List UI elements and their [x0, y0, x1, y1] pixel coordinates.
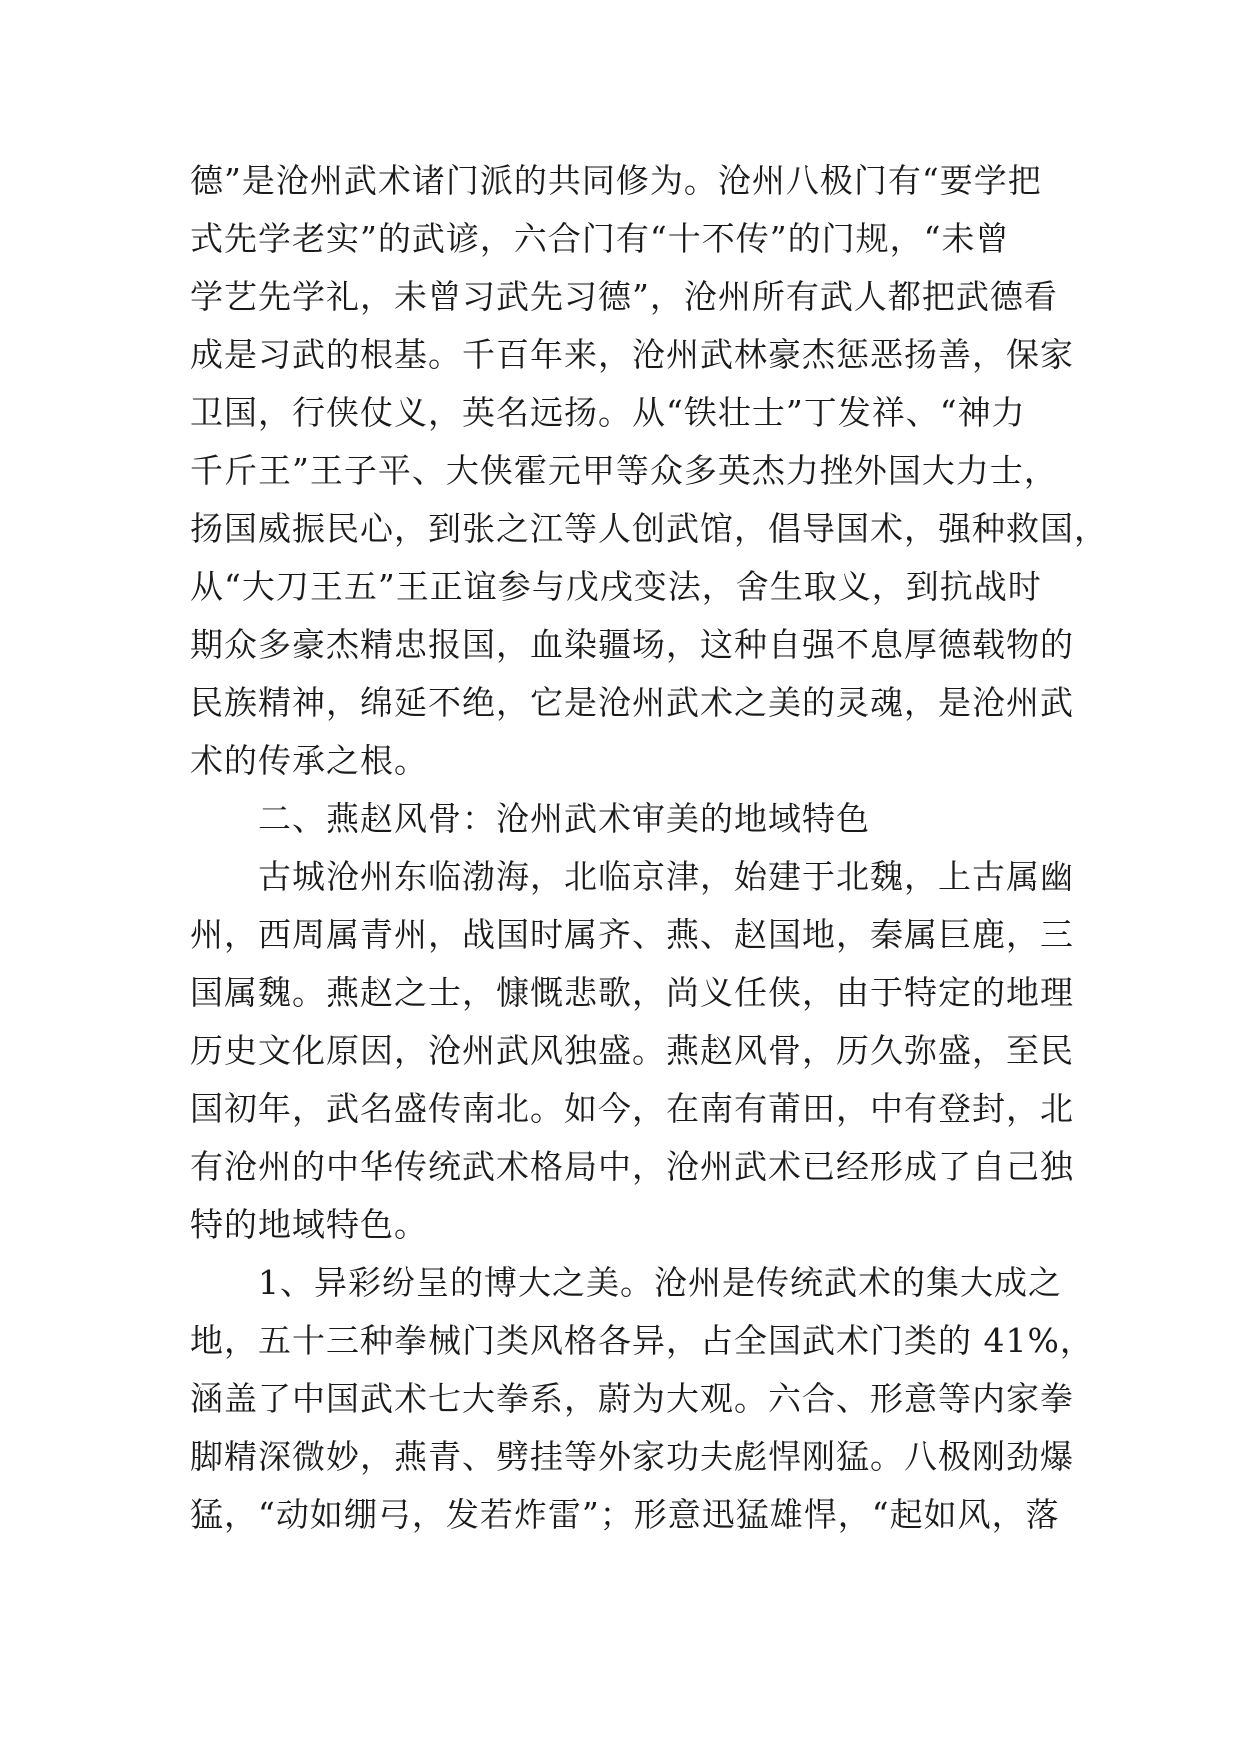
text-line: 历史文化原因，沧州武风独盛。燕赵风骨，历久弥盛，至民: [190, 1031, 1074, 1070]
text-line: 德”是沧州武术诸门派的共同修为。沧州八极门有“要学把: [190, 161, 1042, 200]
text-line: 涵盖了中国武术七大拳系，蔚为大观。六合、形意等内家拳: [190, 1379, 1074, 1418]
text-line: 千斤王”王子平、大侠霍元甲等众多英杰力挫外国大力士，: [190, 451, 1058, 490]
text-line: 式先学老实”的武谚，六合门有“十不传”的门规，“未曾: [190, 219, 1010, 258]
text-line: 扬国威振民心，到张之江等人创武馆，倡导国术，强种救国，: [190, 509, 1108, 548]
text-line: 国属魏。燕赵之士，慷慨悲歌，尚义任侠，由于特定的地理: [190, 973, 1074, 1012]
text-line: 从“大刀王五”王正谊参与戊戌变法，舍生取义，到抗战时: [190, 567, 1042, 606]
text-line: 期众多豪杰精忠报国，血染疆场，这种自强不息厚德载物的: [190, 625, 1074, 664]
text-line: 成是习武的根基。千百年来，沧州武林豪杰惩恶扬善，保家: [190, 335, 1074, 374]
text-line: 州，西周属青州，战国时属齐、燕、赵国地，秦属巨鹿，三: [190, 915, 1074, 954]
text-line: 学艺先学礼，未曾习武先习德”，沧州所有武人都把武德看: [190, 277, 1058, 316]
section-heading: 二、燕赵风骨：沧州武术审美的地域特色: [258, 799, 870, 838]
text-line: 地，五十三种拳械门类风格各异，占全国武术门类的 41%，: [190, 1321, 1094, 1360]
text-line: 术的传承之根。: [190, 741, 428, 780]
text-line: 脚精深微妙，燕青、劈挂等外家功夫彪悍刚猛。八极刚劲爆: [190, 1437, 1074, 1476]
text-line: 猛，“动如绷弓，发若炸雷”；形意迅猛雄悍，“起如风，落: [190, 1495, 1060, 1534]
text-line: 有沧州的中华传统武术格局中，沧州武术已经形成了自己独: [190, 1147, 1074, 1186]
text-line: 古城沧州东临渤海，北临京津，始建于北魏，上古属幽: [258, 857, 1074, 896]
text-line: 国初年，武名盛传南北。如今，在南有莆田，中有登封，北: [190, 1089, 1074, 1128]
body-text: [190, 152, 1108, 1544]
text-line: 民族精神，绵延不绝，它是沧州武术之美的灵魂，是沧州武: [190, 683, 1074, 722]
text-line: 特的地域特色。: [190, 1205, 428, 1244]
text-line: 1、异彩纷呈的博大之美。沧州是传统武术的集大成之: [258, 1263, 1062, 1302]
text-line: 卫国，行侠仗义，英名远扬。从“铁壮士”丁发祥、“神力: [190, 393, 1026, 432]
